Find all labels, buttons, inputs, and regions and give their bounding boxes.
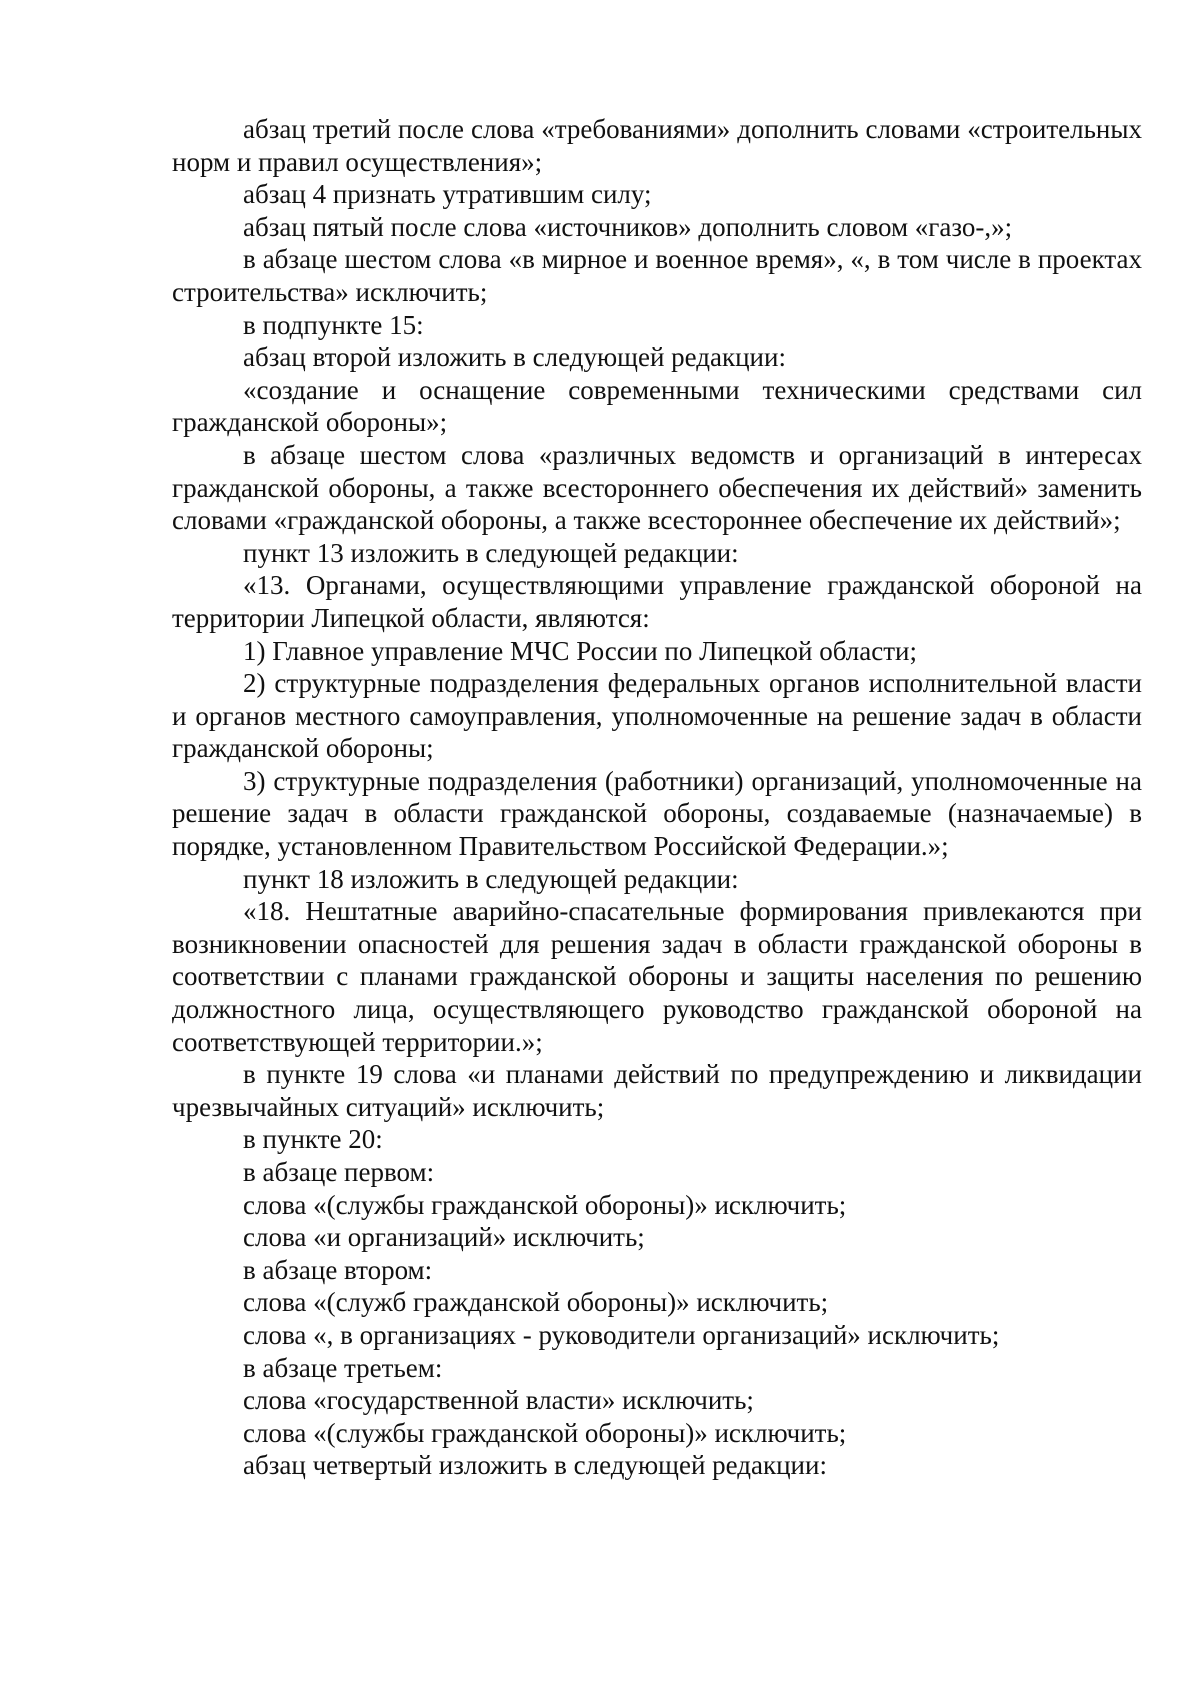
paragraph-9: пункт 13 изложить в следующей редакции: xyxy=(243,537,739,568)
paragraph-14: пункт 18 изложить в следующей редакции: xyxy=(243,863,739,894)
paragraph-2: абзац 4 признать утратившим силу; xyxy=(243,179,652,210)
paragraph-10: «13. Органами, осуществляющими управление гражданской обороной на территории Липецкой области, являются: xyxy=(172,570,1142,633)
paragraph-13: 3) структурные подразделения (работники) организаций, уполномоченные на решение задач в области гражданской обороны, создаваемые (назначаемые) в порядке, установленном Правительством Российской Федерации.»; xyxy=(172,765,1142,862)
paragraph-23: слова «, в организациях - руководители организаций» исключить; xyxy=(243,1319,1000,1350)
paragraph-22: слова «(служб гражданской обороны)» исключить; xyxy=(243,1287,829,1318)
paragraph-8: в абзаце шестом слова «различных ведомств и организаций в интересах гражданской обороны, а также всестороннего обеспечения их действий» заменить словами «гражданской обороны, а также всестороннее обеспечение их действий»; xyxy=(172,439,1142,536)
paragraph-15: «18. Нештатные аварийно-спасательные формирования привлекаются при возникновении опасностей для решения задач в области гражданской обороны в соответствии с планами гражданской обороны и защиты населения по решению должностного лица, осуществляющего руководство гражданской обороной на соответствующей территории.»; xyxy=(172,896,1142,1057)
paragraph-18: в абзаце первом: xyxy=(243,1157,435,1187)
paragraph-11: 1) Главное управление МЧС России по Липецкой области; xyxy=(243,635,917,666)
paragraph-24: в абзаце третьем: xyxy=(243,1352,443,1383)
paragraph-17: в пункте 20: xyxy=(243,1124,383,1155)
document-body xyxy=(172,113,1142,1482)
paragraph-26: слова «(службы гражданской обороны)» исключить; xyxy=(243,1417,847,1448)
paragraph-4: в абзаце шестом слова «в мирное и военное время», «, в том числе в проектах строительства» исключить; xyxy=(172,244,1142,307)
paragraph-3: абзац пятый после слова «источников» дополнить словом «газо-,»; xyxy=(243,211,1013,242)
paragraph-16: в пункте 19 слова «и планами действий по предупреждению и ликвидации чрезвычайных ситуаций» исключить; xyxy=(172,1059,1142,1122)
paragraph-20: слова «и организаций» исключить; xyxy=(243,1222,645,1253)
paragraph-19: слова «(службы гражданской обороны)» исключить; xyxy=(243,1189,847,1220)
paragraph-7: «создание и оснащение современными техническими средствами сил гражданской обороны»; xyxy=(172,374,1142,438)
paragraph-5: в подпункте 15: xyxy=(243,309,424,340)
paragraph-12: 2) структурные подразделения федеральных органов исполнительной власти и органов местного самоуправления, уполномоченные на решение задач в области гражданской обороны; xyxy=(172,668,1142,764)
paragraph-6: абзац второй изложить в следующей редакции: xyxy=(243,342,786,373)
paragraph-1: абзац третий после слова «требованиями» дополнить словами «строительных норм и правил осуществления»; xyxy=(172,114,1142,177)
paragraph-21: в абзаце втором: xyxy=(243,1254,433,1285)
paragraph-25: слова «государственной власти» исключить; xyxy=(243,1385,754,1416)
paragraph-27: абзац четвертый изложить в следующей редакции: xyxy=(243,1450,827,1481)
